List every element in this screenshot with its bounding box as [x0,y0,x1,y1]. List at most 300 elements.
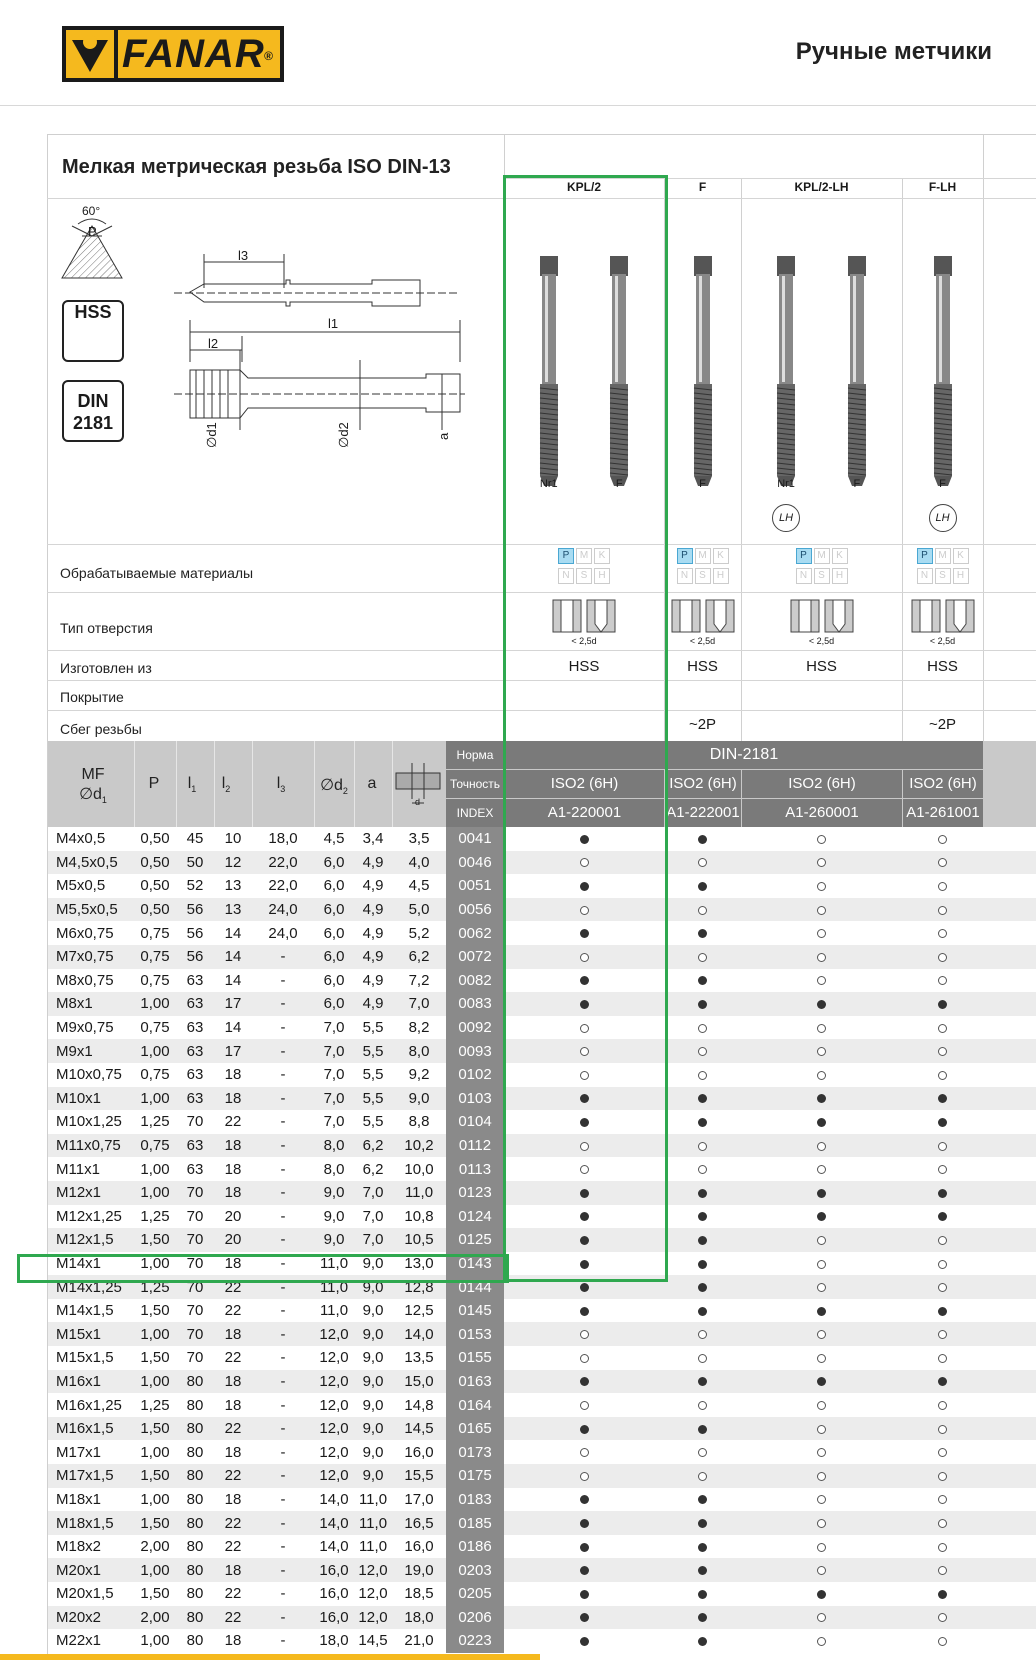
table-cell: 24,0 [268,924,298,942]
accuracy-value: ISO2 (6H) [665,770,741,798]
table-cell: 80 [176,1417,214,1441]
availability-cell [902,851,983,875]
table-cell: 13 [224,877,242,895]
availability-cell [741,874,902,898]
index-cell: 0041 [446,827,504,851]
table-cell: 6,0 [323,924,345,942]
filled-dot-icon [698,1590,707,1599]
table-cell: 70 [176,1181,214,1205]
table-cell: 1,50 [134,1511,176,1535]
row-label-made: Изготовлен из [60,660,152,676]
table-cell: M4x0,5 [56,830,106,848]
availability-cell [664,1370,741,1394]
availability-cell [664,1629,741,1653]
availability-cell [902,1322,983,1346]
availability-cell [741,1346,902,1370]
table-cell: 12,0 [314,1417,354,1441]
table-cell: 9,0 [362,1443,384,1461]
filled-dot-icon [698,1000,707,1009]
table-cell: - [252,1181,314,1205]
table-cell: 12,0 [319,1349,349,1367]
availability-cell [664,1488,741,1512]
empty-dot-icon [938,1495,947,1504]
availability-cell [902,1157,983,1181]
table-cell: 22,0 [252,851,314,875]
empty-dot-icon [817,1566,826,1575]
availability-cell [741,1016,902,1040]
hole-caption: < 2,5d [571,636,597,646]
empty-dot-icon [817,1142,826,1151]
availability-cell [902,1016,983,1040]
accuracy-value: ISO2 (6H) [505,770,664,798]
availability-cell [741,1393,902,1417]
empty-dot-icon [938,835,947,844]
filled-dot-icon [698,1637,707,1646]
availability-cell [741,1464,902,1488]
availability-cell [741,1157,902,1181]
table-cell: 11,0 [319,1302,349,1320]
empty-dot-icon [698,953,707,962]
material-s: S [935,568,951,584]
table-cell: 12,0 [314,1370,354,1394]
table-cell: M7x0,75 [48,945,134,969]
availability-cell [741,1370,902,1394]
table-cell: M11x0,75 [48,1134,134,1158]
table-cell: 1,50 [140,1585,170,1603]
table-cell: M16x1,25 [56,1396,122,1414]
table-cell: M14x1,25 [48,1275,134,1299]
table-cell: 10,8 [404,1207,434,1225]
table-cell: - [280,1302,286,1320]
availability-cell [741,1535,902,1559]
brand-logo [62,26,284,82]
table-row [48,1464,1036,1488]
index-cell: 0223 [446,1629,504,1653]
table-cell: 22 [214,1275,252,1299]
header-a: a [367,775,377,792]
table-cell: 14 [224,1019,242,1037]
table-cell: 70 [186,1302,204,1320]
table-cell: 1,00 [134,1558,176,1582]
table-cell: 22 [224,1585,242,1603]
table-cell [983,1511,1036,1535]
availability-cell [902,992,983,1016]
table-cell: 63 [176,1134,214,1158]
table-cell: 9,0 [362,1396,384,1414]
empty-dot-icon [938,858,947,867]
table-cell: 1,50 [140,1302,170,1320]
availability-cell [741,1511,902,1535]
table-cell: 18 [214,1558,252,1582]
row-label-materials: Обрабатываемые материалы [60,565,254,581]
table-cell: 14 [214,945,252,969]
table-row [48,1440,1036,1464]
index-cell: 0056 [446,898,504,922]
empty-dot-icon [938,1024,947,1033]
table-row [48,1417,1036,1441]
dim-l3: l3 [238,248,249,263]
dim-d1: ∅d1 [204,422,219,448]
availability-cell [664,992,741,1016]
availability-cell [664,945,741,969]
availability-cell [504,1322,664,1346]
filled-dot-icon [580,1283,589,1292]
empty-dot-icon [698,1047,707,1056]
table-cell: - [280,1066,286,1084]
empty-dot-icon [817,1236,826,1245]
availability-cell [504,1582,664,1606]
table-cell [983,1110,1036,1134]
table-cell: M8x0,75 [56,971,114,989]
index-cell: 0205 [446,1582,504,1606]
availability-cell [741,1039,902,1063]
empty-dot-icon [938,953,947,962]
page-header [0,0,1036,106]
din-badge: DIN 2181 [62,380,124,442]
availability-cell [504,1606,664,1630]
index-cell: 0206 [446,1606,504,1630]
table-cell: - [252,1087,314,1111]
table-cell: 1,25 [134,1275,176,1299]
table-cell: 5,2 [408,924,430,942]
table-cell: 4,9 [354,898,392,922]
table-cell: 4,9 [362,924,384,942]
table-cell: 1,00 [134,992,176,1016]
table-row [48,1393,1036,1417]
table-cell: 0,75 [140,971,170,989]
thread-runout: ~2P [688,716,717,733]
table-cell: 15,5 [392,1464,446,1488]
table-cell: M20x2 [48,1606,134,1630]
table-cell: 56 [176,945,214,969]
table-cell: 5,5 [362,1113,384,1131]
column-code: F-LH [928,180,957,194]
table-cell: - [280,1349,286,1367]
table-cell: 18 [214,1134,252,1158]
table-cell: M5x0,5 [56,877,106,895]
tap-image [773,256,799,491]
index-cell: 0082 [446,969,504,993]
table-cell: 80 [186,1538,204,1556]
table-cell: M17x1,5 [48,1464,134,1488]
divider [741,178,742,741]
table-row [48,1582,1036,1606]
availability-cell [664,1039,741,1063]
filled-dot-icon [698,835,707,844]
row-label-coating: Покрытие [60,689,124,705]
availability-cell [902,827,983,851]
table-cell: 9,0 [354,1370,392,1394]
table-cell: - [252,1322,314,1346]
empty-dot-icon [817,906,826,915]
empty-dot-icon [938,1142,947,1151]
table-cell: 9,0 [354,1464,392,1488]
table-cell [983,945,1036,969]
availability-cell [902,1275,983,1299]
empty-dot-icon [580,1448,589,1457]
availability-cell [664,874,741,898]
availability-cell [741,827,902,851]
table-cell: 6,0 [323,877,345,895]
filled-dot-icon [698,1283,707,1292]
table-cell [983,1370,1036,1394]
tap-image [690,256,716,491]
material-n: N [796,568,812,584]
index-cell: 0113 [446,1157,504,1181]
availability-cell [741,1110,902,1134]
table-cell: 63 [186,1066,204,1084]
availability-cell [741,1582,902,1606]
table-cell: 1,00 [140,1160,170,1178]
table-cell: 7,0 [354,1228,392,1252]
availability-cell [664,1157,741,1181]
availability-cell [664,1535,741,1559]
table-cell [983,921,1036,945]
table-cell: 0,75 [134,1134,176,1158]
empty-dot-icon [698,1401,707,1410]
table-cell: 22 [224,1113,242,1131]
left-hand-icon: LH [929,504,957,532]
table-cell: 80 [176,1558,214,1582]
table-cell [983,1299,1036,1323]
availability-cell [741,1228,902,1252]
index-value: A1-261001 [903,799,983,827]
table-cell: 1,00 [140,1254,170,1272]
column-code: KPL/2 [566,180,601,194]
material-h: H [832,568,848,584]
index-cell: 0092 [446,1016,504,1040]
table-cell: 19,0 [392,1558,446,1582]
material-p: P [796,548,812,564]
empty-dot-icon [817,1071,826,1080]
filled-dot-icon [698,1236,707,1245]
dim-l2: l2 [208,336,219,351]
table-cell: 18 [224,1490,242,1508]
tap-caption: Nr1 [539,478,558,490]
table-cell: - [280,971,286,989]
table-row [48,1558,1036,1582]
availability-cell [902,1582,983,1606]
table-cell: 7,0 [323,1066,345,1084]
divider [902,178,903,741]
highlight-row-m14x1 [17,1254,509,1283]
table-cell: M10x1 [48,1087,134,1111]
table-cell: M15x1 [48,1322,134,1346]
table-cell: 80 [176,1606,214,1630]
table-cell: 9,2 [408,1066,430,1084]
table-cell: 9,0 [354,1417,392,1441]
table-cell [983,1181,1036,1205]
table-cell: 12,0 [354,1558,392,1582]
availability-cell [664,1417,741,1441]
table-cell: 0,50 [140,877,170,895]
empty-dot-icon [938,1637,947,1646]
materials-grid [796,548,848,586]
table-cell: 7,2 [408,971,430,989]
table-cell: 14 [224,971,242,989]
dim-d2: ∅d2 [336,422,351,448]
table-cell: - [280,1632,286,1650]
table-cell: 70 [186,1349,204,1367]
table-cell: 12,0 [319,1396,349,1414]
table-cell [983,1535,1036,1559]
table-cell: 7,0 [362,1207,384,1225]
table-cell: 24,0 [252,898,314,922]
table-cell: 18 [224,1443,242,1461]
header-d2: $\emptyset d_2$ [320,777,348,797]
filled-dot-icon [698,1519,707,1528]
empty-dot-icon [817,1165,826,1174]
table-cell: 80 [186,1396,204,1414]
tap-caption: F [853,478,861,490]
empty-dot-icon [698,1142,707,1151]
filled-dot-icon [817,1590,826,1599]
table-cell: 4,9 [362,971,384,989]
availability-cell [664,1063,741,1087]
table-cell: 18 [224,1160,242,1178]
table-row [48,1370,1036,1394]
row-label-sbeg: Сбег резьбы [60,721,142,737]
table-cell: 6,0 [314,851,354,875]
table-cell: 6,2 [362,1160,384,1178]
empty-dot-icon [938,1401,947,1410]
hole-caption: < 2,5d [808,636,835,646]
table-cell: - [280,1538,286,1556]
availability-cell [741,851,902,875]
index-cell: 0203 [446,1558,504,1582]
tap-caption: Nr1 [777,478,795,490]
empty-dot-icon [817,1024,826,1033]
availability-cell [902,969,983,993]
table-cell [983,1393,1036,1417]
table-cell [983,1417,1036,1441]
table-cell: 16,0 [319,1585,349,1603]
empty-dot-icon [817,1047,826,1056]
table-cell: M6x0,75 [56,924,114,942]
empty-dot-icon [580,1401,589,1410]
filled-dot-icon [938,1189,947,1198]
availability-cell [504,1346,664,1370]
filled-dot-icon [817,1212,826,1221]
filled-dot-icon [698,1543,707,1552]
table-cell: 20 [224,1207,242,1225]
availability-cell [664,1558,741,1582]
table-cell: M9x0,75 [56,1019,114,1037]
empty-dot-icon [817,1260,826,1269]
table-cell: - [280,1443,286,1461]
filled-dot-icon [580,1495,589,1504]
availability-cell [664,1464,741,1488]
table-cell: - [252,945,314,969]
table-cell: 1,00 [134,1322,176,1346]
table-cell: 0,50 [134,851,176,875]
filled-dot-icon [698,1260,707,1269]
table-cell: 17 [214,992,252,1016]
index-cell: 0124 [446,1205,504,1229]
empty-dot-icon [580,1354,589,1363]
filled-dot-icon [817,1307,826,1316]
filled-dot-icon [817,1118,826,1127]
table-cell: 9,0 [314,1181,354,1205]
availability-cell [902,1417,983,1441]
table-cell: 4,5 [323,830,345,848]
table-cell: 13 [214,898,252,922]
availability-cell [664,1228,741,1252]
header-thread-icon: d [394,759,444,813]
table-cell: 9,0 [354,1322,392,1346]
filled-dot-icon [698,1212,707,1221]
tap-caption: F [699,478,706,490]
index-cell: 0125 [446,1228,504,1252]
availability-cell [741,1440,902,1464]
index-cell: 0093 [446,1039,504,1063]
availability-cell [664,1393,741,1417]
filled-dot-icon [698,1495,707,1504]
accuracy-value: ISO2 (6H) [742,770,902,798]
table-cell [983,827,1036,851]
table-cell: 2,00 [134,1606,176,1630]
availability-cell [902,1299,983,1323]
table-cell: 22 [224,1349,242,1367]
table-row [48,1322,1036,1346]
table-cell: 7,0 [392,992,446,1016]
table-cell: - [280,1019,286,1037]
availability-cell [664,851,741,875]
availability-cell [664,898,741,922]
availability-cell [902,1393,983,1417]
table-cell: 12 [214,851,252,875]
index-cell: 0144 [446,1275,504,1299]
index-value: A1-220001 [505,799,664,827]
availability-cell [741,1322,902,1346]
availability-cell [902,898,983,922]
table-cell: 12,0 [358,1585,388,1603]
availability-cell [664,1275,741,1299]
angle-label: 60° [82,204,101,218]
table-cell: M5,5x0,5 [48,898,134,922]
filled-dot-icon [698,929,707,938]
availability-cell [741,1606,902,1630]
table-cell: 11,0 [358,1538,388,1556]
availability-cell [741,1417,902,1441]
table-cell: 6,0 [314,945,354,969]
empty-dot-icon [817,1472,826,1481]
table-cell: 17 [214,1039,252,1063]
table-cell: - [252,1464,314,1488]
table-cell: M8x1 [48,992,134,1016]
table-cell: 3,5 [408,830,430,848]
table-cell: 14,5 [392,1417,446,1441]
table-cell: 50 [176,851,214,875]
availability-cell [741,1063,902,1087]
table-cell: 8,0 [392,1039,446,1063]
availability-cell [741,1134,902,1158]
table-cell: M18x2 [56,1538,102,1556]
table-cell: M20x1 [48,1558,134,1582]
table-cell: 18,0 [392,1606,446,1630]
empty-dot-icon [938,1425,947,1434]
table-cell: 8,0 [323,1160,345,1178]
filled-dot-icon [580,1637,589,1646]
availability-cell [664,969,741,993]
row-label-hole: Тип отверстия [60,620,153,636]
page-title: Ручные метчики [795,38,992,65]
index-cell: 0083 [446,992,504,1016]
availability-cell [902,1228,983,1252]
table-cell: 15,0 [392,1370,446,1394]
empty-dot-icon [938,1283,947,1292]
empty-dot-icon [698,858,707,867]
